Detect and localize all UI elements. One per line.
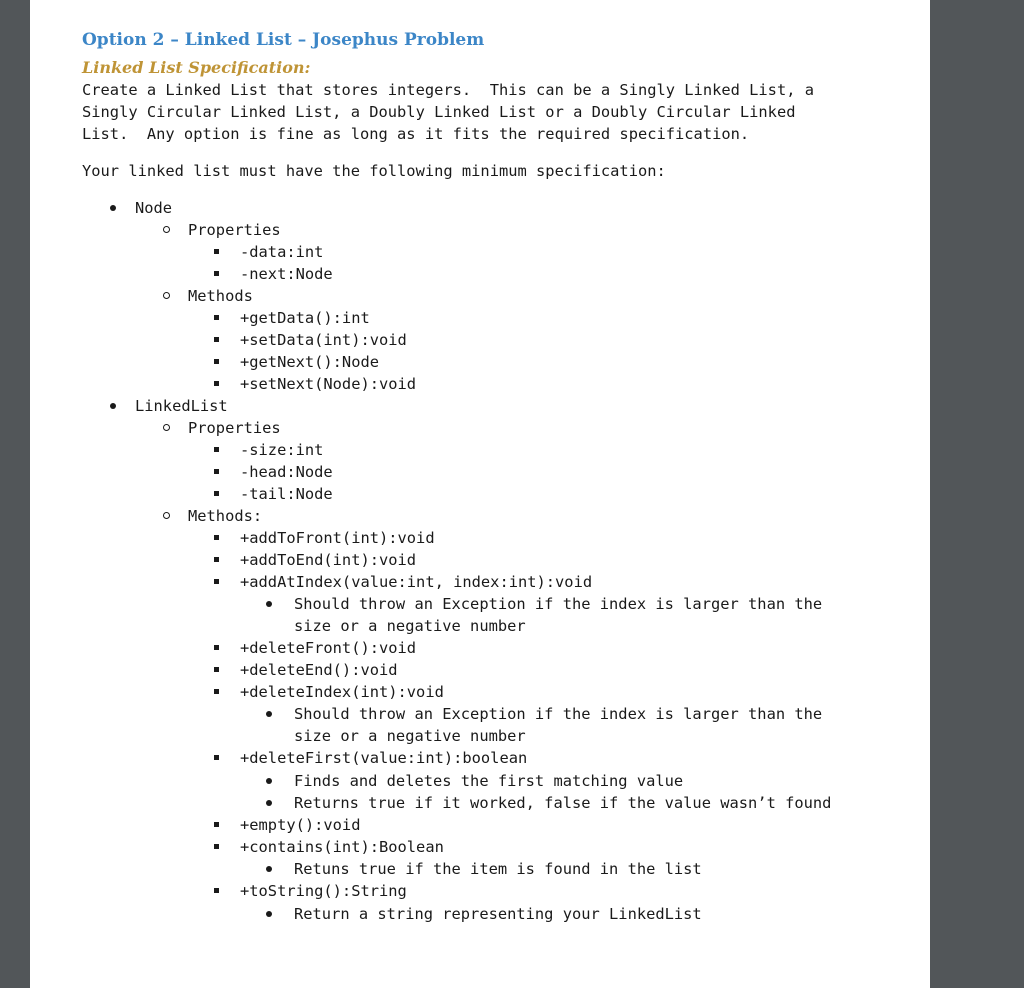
node-property: -next:Node bbox=[240, 265, 333, 283]
bullet-icon bbox=[266, 778, 272, 784]
linkedlist-methods-label: Methods: bbox=[188, 507, 263, 525]
square-bullet-icon bbox=[214, 667, 219, 672]
circle-bullet-icon bbox=[163, 292, 170, 299]
method-signature: +addToFront(int):void bbox=[240, 529, 435, 547]
node-properties-label: Properties bbox=[188, 221, 281, 239]
document-page bbox=[30, 0, 930, 988]
node-title: Node bbox=[135, 199, 173, 217]
square-bullet-icon bbox=[214, 888, 219, 893]
square-bullet-icon bbox=[214, 469, 219, 474]
method-note: Should throw an Exception if the index is larger than the bbox=[294, 705, 823, 723]
intro-line: Singly Circular Linked List, a Doubly Linked List or a Doubly Circular Linked bbox=[82, 103, 796, 121]
square-bullet-icon bbox=[214, 271, 219, 276]
bullet-icon bbox=[110, 403, 116, 409]
method-signature: +deleteEnd():void bbox=[240, 661, 398, 679]
square-bullet-icon bbox=[214, 844, 219, 849]
method-note: Retuns true if the item is found in the list bbox=[294, 860, 702, 878]
square-bullet-icon bbox=[214, 535, 219, 540]
bullet-icon bbox=[266, 866, 272, 872]
method-signature: +contains(int):Boolean bbox=[240, 838, 444, 856]
method-signature: +deleteFirst(value:int):boolean bbox=[240, 749, 528, 767]
square-bullet-icon bbox=[214, 447, 219, 452]
linkedlist-property: -tail:Node bbox=[240, 485, 333, 503]
page-title: Option 2 – Linked List – Josephus Problem bbox=[82, 30, 485, 50]
method-signature: +empty():void bbox=[240, 816, 361, 834]
square-bullet-icon bbox=[214, 689, 219, 694]
linkedlist-property: -size:int bbox=[240, 441, 324, 459]
method-signature: +toString():String bbox=[240, 882, 407, 900]
square-bullet-icon bbox=[214, 249, 219, 254]
linkedlist-properties-label: Properties bbox=[188, 419, 281, 437]
square-bullet-icon bbox=[214, 579, 219, 584]
square-bullet-icon bbox=[214, 337, 219, 342]
square-bullet-icon bbox=[214, 491, 219, 496]
bullet-icon bbox=[110, 205, 116, 211]
node-property: -data:int bbox=[240, 243, 324, 261]
method-note: size or a negative number bbox=[294, 727, 526, 745]
node-method: +getNext():Node bbox=[240, 353, 379, 371]
bullet-icon bbox=[266, 601, 272, 607]
linkedlist-property: -head:Node bbox=[240, 463, 333, 481]
node-method: +getData():int bbox=[240, 309, 370, 327]
bullet-icon bbox=[266, 911, 272, 917]
method-note: Finds and deletes the first matching value bbox=[294, 772, 684, 790]
square-bullet-icon bbox=[214, 315, 219, 320]
method-note: Return a string representing your LinkedList bbox=[294, 905, 702, 923]
method-signature: +addAtIndex(value:int, index:int):void bbox=[240, 573, 593, 591]
linkedlist-title: LinkedList bbox=[135, 397, 228, 415]
method-signature: +addToEnd(int):void bbox=[240, 551, 417, 569]
node-method: +setNext(Node):void bbox=[240, 375, 417, 393]
square-bullet-icon bbox=[214, 557, 219, 562]
node-methods-label: Methods bbox=[188, 287, 253, 305]
square-bullet-icon bbox=[214, 755, 219, 760]
circle-bullet-icon bbox=[163, 512, 170, 519]
node-method: +setData(int):void bbox=[240, 331, 407, 349]
min-spec-text: Your linked list must have the following minimum specification: bbox=[82, 162, 666, 180]
bullet-icon bbox=[266, 800, 272, 806]
square-bullet-icon bbox=[214, 645, 219, 650]
method-signature: +deleteFront():void bbox=[240, 639, 417, 657]
square-bullet-icon bbox=[214, 381, 219, 386]
circle-bullet-icon bbox=[163, 424, 170, 431]
method-note: size or a negative number bbox=[294, 617, 526, 635]
intro-line: Create a Linked List that stores integers. This can be a Singly Linked List, a bbox=[82, 81, 815, 99]
method-note: Returns true if it worked, false if the value wasn’t found bbox=[294, 794, 832, 812]
bullet-icon bbox=[266, 711, 272, 717]
section-subtitle: Linked List Specification: bbox=[82, 58, 311, 77]
method-note: Should throw an Exception if the index is larger than the bbox=[294, 595, 823, 613]
method-signature: +deleteIndex(int):void bbox=[240, 683, 444, 701]
square-bullet-icon bbox=[214, 822, 219, 827]
circle-bullet-icon bbox=[163, 226, 170, 233]
intro-line: List. Any option is fine as long as it fits the required specification. bbox=[82, 125, 750, 143]
square-bullet-icon bbox=[214, 359, 219, 364]
